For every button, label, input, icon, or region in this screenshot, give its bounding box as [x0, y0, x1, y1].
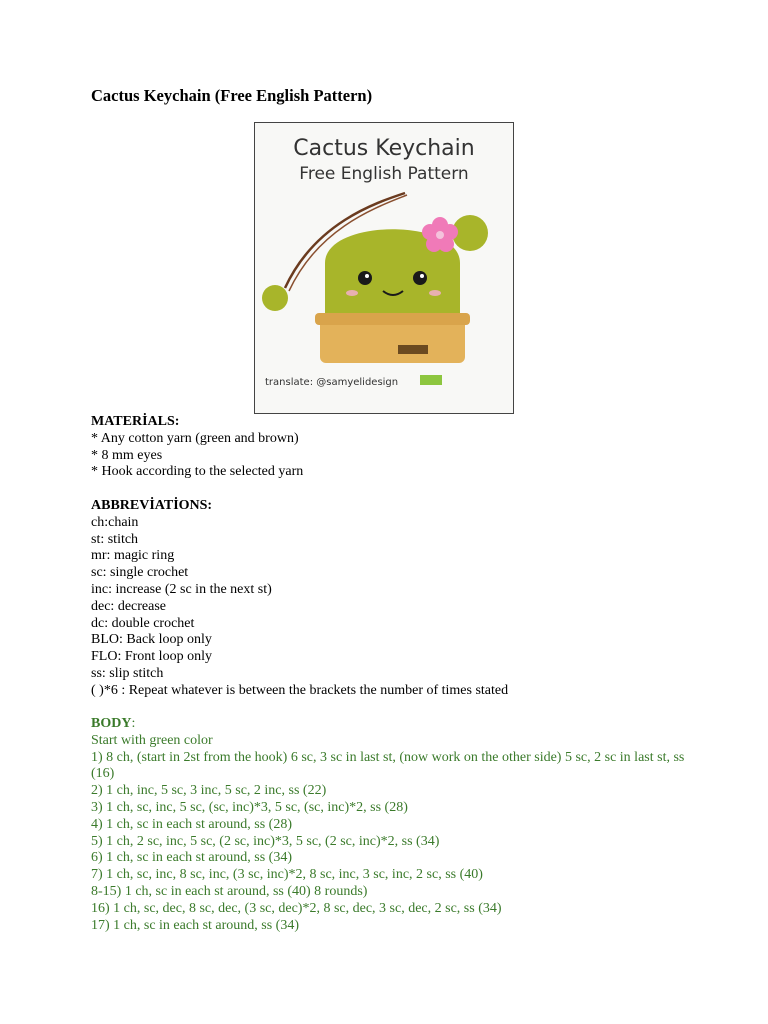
pattern-row: 17) 1 ch, sc in each st around, ss (34) — [91, 917, 300, 933]
material-item: * Any cotton yarn (green and brown) — [91, 430, 299, 446]
pot-label-tag — [398, 345, 428, 354]
abbreviation-item: dec: decrease — [91, 598, 166, 614]
document-page — [91, 86, 711, 933]
abbreviations-heading: ABBREVİATİONS: — [91, 498, 213, 513]
pompom-ball — [262, 285, 288, 311]
abbreviation-item: BLO: Back loop only — [91, 632, 212, 648]
material-item: * 8 mm eyes — [91, 447, 163, 463]
figure-title-1: Cactus Keychain — [293, 136, 475, 161]
brand-logo — [420, 375, 442, 385]
right-eye — [413, 271, 427, 285]
pattern-row: 16) 1 ch, sc, dec, 8 sc, dec, (3 sc, dec)*2, 8 sc, dec, 3 sc, dec, 2 sc, ss (34) — [91, 900, 502, 916]
abbreviation-item: ch:chain — [91, 514, 139, 530]
body-intro: Start with green color — [91, 732, 213, 748]
abbreviation-item: ( )*6 : Repeat whatever is between the brackets the number of times stated — [91, 682, 509, 698]
document-title: Cactus Keychain (Free English Pattern) — [91, 86, 373, 105]
abbreviation-item: sc: single crochet — [91, 565, 189, 581]
pattern-row: 6) 1 ch, sc in each st around, ss (34) — [91, 850, 293, 866]
body-heading-colon: : — [131, 716, 136, 731]
cactus-illustration — [255, 123, 513, 413]
pattern-row: 7) 1 ch, sc, inc, 8 sc, inc, (3 sc, inc)*2, 8 sc, inc, 3 sc, inc, 2 sc, ss (40) — [91, 867, 483, 883]
abbreviations-section — [91, 498, 731, 700]
materials-heading: MATERİALS: — [91, 414, 180, 429]
abbreviation-item: ss: slip stitch — [91, 665, 164, 681]
abbreviation-item: dc: double crochet — [91, 615, 195, 631]
body-heading: BODY — [91, 716, 132, 731]
abbreviation-item: mr: magic ring — [91, 548, 175, 564]
abbreviation-item: st: stitch — [91, 531, 139, 547]
body-section — [91, 716, 691, 934]
materials-section — [91, 414, 731, 481]
abbreviation-item: FLO: Front loop only — [91, 649, 212, 665]
pattern-row: 4) 1 ch, sc in each st around, ss (28) — [91, 816, 293, 832]
pattern-row: 5) 1 ch, 2 sc, inc, 5 sc, (2 sc, inc)*3, 5 sc, (2 sc, inc)*2, ss (34) — [91, 833, 440, 849]
pattern-row: 2) 1 ch, inc, 5 sc, 3 inc, 5 sc, 2 inc, ss (22) — [91, 783, 327, 799]
figure-title-2: Free English Pattern — [299, 164, 469, 184]
left-eye — [358, 271, 372, 285]
pattern-row: 8-15) 1 ch, sc in each st around, ss (40) 8 rounds) — [91, 883, 368, 899]
pattern-row: 1) 8 ch, (start in 2st from the hook) 6 sc, 3 sc in last st, (now work on the other side) 5 sc, 2 sc in last st, ss (16) — [91, 749, 685, 782]
material-item: * Hook according to the selected yarn — [91, 464, 304, 480]
cactus-keychain-photo — [254, 122, 514, 414]
abbreviation-item: inc: increase (2 sc in the next st) — [91, 581, 272, 597]
pattern-row: 3) 1 ch, sc, inc, 5 sc, (sc, inc)*3, 5 sc, (sc, inc)*2, ss (28) — [91, 799, 408, 815]
figure-credit: translate: @samyelidesign — [265, 377, 399, 388]
